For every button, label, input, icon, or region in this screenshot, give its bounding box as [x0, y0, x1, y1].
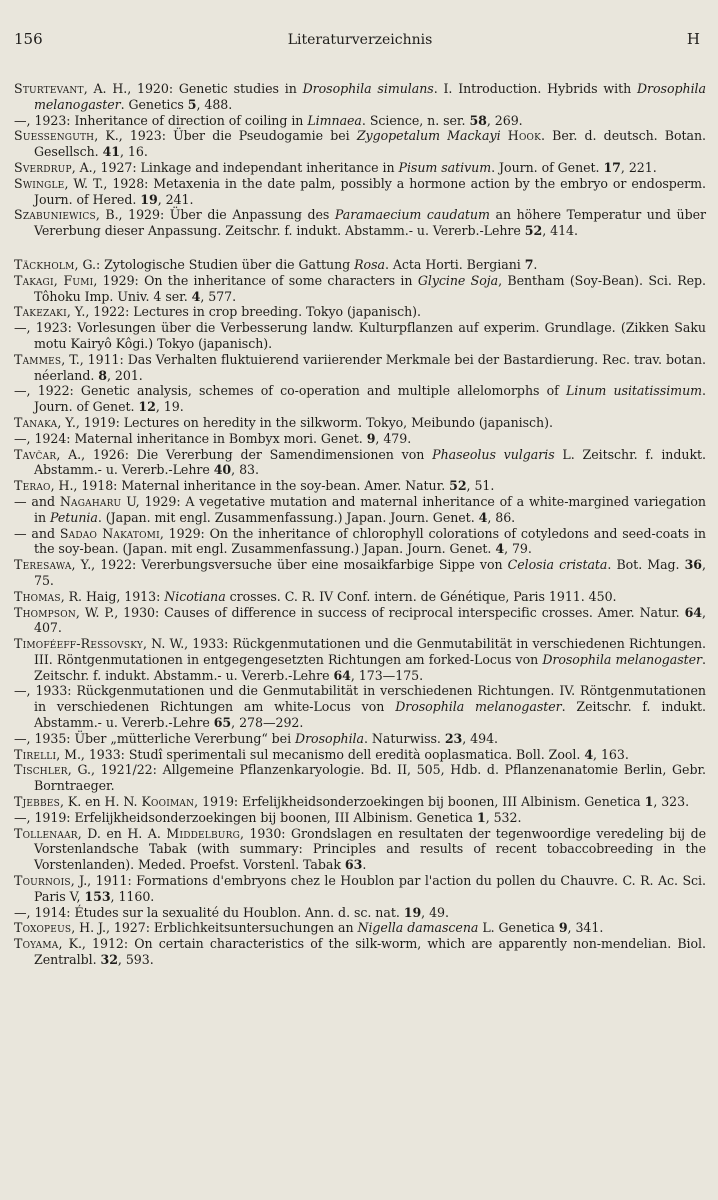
- reference-text: , A., 1927: Linkage and independant inheritance in: [71, 159, 399, 175]
- reference-text: , R. Haig, 1913:: [60, 588, 165, 604]
- italic-title: Drosophila simulans: [302, 81, 434, 96]
- italic-title: Drosophila melanogaster: [395, 699, 562, 715]
- reference-entry: [14, 920, 706, 936]
- reference-text: , 479.: [375, 430, 412, 446]
- volume-number: 41: [102, 144, 121, 160]
- reference-text: , 16.: [120, 144, 148, 160]
- reference-entry: [14, 478, 706, 494]
- volume-number: 9: [366, 430, 376, 446]
- italic-title: Limnaea: [307, 112, 362, 128]
- author-name: Tollenaar: [14, 825, 78, 841]
- reference-text: —, 1914: Études sur la sexualité du Houblon. Ann. d. sc. nat.: [14, 904, 404, 920]
- reference-text: , 341.: [567, 920, 604, 936]
- reference-entry: [14, 383, 706, 415]
- volume-number: 52: [449, 478, 467, 494]
- group-spacer: [14, 239, 706, 257]
- author-name: Tournois: [14, 873, 71, 889]
- volume-number: 40: [213, 462, 232, 478]
- page-header: [14, 30, 706, 54]
- volume-number: 63: [344, 857, 363, 873]
- reference-entry: [14, 589, 706, 605]
- reference-text: , Y., 1919: Lectures on heredity in the silkworm. Tokyo, Meibundo (japanisch).: [57, 414, 553, 430]
- reference-entry: [14, 273, 706, 305]
- reference-entry: [14, 320, 706, 352]
- reference-entry: [14, 207, 706, 239]
- author-name: Tirelli: [14, 746, 57, 762]
- reference-text: , 201.: [106, 367, 143, 383]
- volume-number: 58: [469, 112, 487, 128]
- author-name: Täckholm: [14, 256, 75, 272]
- reference-text: , N. W., 1933: Rückgenmutationen und die Genmutabilität in verschiedenen Richtungen. III. Röntgenmutationen in entgegengesetzten Richtungen am forked-Locus von: [34, 636, 706, 667]
- reference-text: , H., 1918: Maternal inheritance in the soy-bean. Amer. Natur.: [50, 478, 450, 494]
- reference-entry: [14, 431, 706, 447]
- italic-title: Rosa: [354, 256, 385, 272]
- italic-title: Pisum sativum: [398, 159, 492, 175]
- reference-entry: [14, 304, 706, 320]
- author-name: Thompson: [14, 604, 76, 620]
- reference-text: , Y., 1922: Vererbungsversuche über eine mosaikfarbige Sippe von: [71, 557, 508, 573]
- author-name: Takezaki: [14, 304, 67, 320]
- reference-entry: [14, 415, 706, 431]
- italic-title: Glycine Soja: [417, 272, 499, 288]
- volume-number: 19: [403, 904, 422, 920]
- reference-text: . Genetics: [120, 96, 188, 112]
- reference-text: , G., 1921/22: Allgemeine Pflanzenkaryologie. Bd. II, 505, Hdb. d. Pflanzenanatomie Berlin, Gebr. Borntraeger.: [34, 762, 706, 794]
- author-name: Timoféeff-Ressovsky: [14, 636, 144, 652]
- reference-text: , 221.: [620, 159, 657, 175]
- reference-text: . Naturwiss.: [364, 730, 445, 746]
- author-name: Tjebbes: [14, 794, 60, 810]
- author-name: Terao: [14, 478, 51, 494]
- reference-text: L. Genetica: [478, 920, 559, 936]
- reference-text: , G.: Zytologische Studien über die Gattung: [74, 256, 355, 272]
- reference-text: , W. T., 1928: Metaxenia in the date palm, possibly a hormone action by the embryo or endosperm. Journ. of Hered.: [34, 175, 706, 207]
- reference-text: . Acta Horti. Bergiani: [384, 256, 525, 272]
- volume-number: 19: [140, 191, 158, 207]
- volume-number: 4: [478, 509, 488, 525]
- volume-number: 8: [98, 367, 107, 383]
- reference-text: , 163.: [593, 746, 629, 762]
- reference-entry: [14, 176, 706, 208]
- volume-number: 5: [187, 96, 197, 112]
- reference-text: [501, 128, 508, 143]
- author-name: Szabuniewics: [14, 207, 96, 223]
- reference-entry: [14, 731, 706, 747]
- reference-text: , 241.: [157, 191, 194, 207]
- reference-text: , 1930: Grondslagen en resultaten der tegenwoordige veredeling bij de Vorstenlandsche Tabak (with summary: Principles and results of recent tobaccobreeding in the Vorstenlanden). Meded. Proefst. Vorstenl. Tabak: [34, 825, 706, 873]
- reference-text: , 1919: Erfelijkheidsonderzoekingen bij boonen, III Albinism. Genetica: [194, 794, 645, 810]
- author-name: Tammes: [14, 351, 62, 367]
- reference-entry: [14, 557, 706, 589]
- author-name: Tavčar: [14, 446, 57, 462]
- volume-number: 7: [524, 256, 534, 272]
- reference-text: , 173—175.: [350, 667, 424, 683]
- volume-number: 12: [138, 399, 156, 415]
- reference-entry: [14, 762, 706, 794]
- reference-text: L. Zeitschr. f. indukt. Abstamm.- u. Vererb.-Lehre: [34, 446, 706, 478]
- author-name: Takagi, Fumi: [14, 272, 94, 288]
- volume-number: 64: [684, 604, 703, 620]
- reference-text: , 49.: [421, 904, 449, 920]
- reference-text: , 1929: On the inheritance of some characters in: [93, 272, 418, 288]
- reference-text: , T., 1911: Das Verhalten fluktuierend variierender Merkmale bei der Bastardierung. Rec. trav. botan. néerland.: [34, 351, 706, 383]
- volume-number: 64: [333, 667, 351, 683]
- volume-number: 4: [495, 541, 505, 557]
- reference-text: , B., 1929: Über die Anpassung des: [95, 207, 335, 223]
- reference-text: —, 1923: Vorlesungen über die Verbesserung landw. Kulturpflanzen auf experim. Grundlage. (Zikken Saku motu Kairyô Kôgi.) Tokyo (japanisch).: [14, 320, 706, 351]
- reference-text: , Y., 1922: Lectures in crop breeding. Tokyo (japanisch).: [66, 304, 421, 320]
- reference-text: . Zeitschr. f. indukt. Abstamm.- u. Vererb.-Lehre: [34, 651, 706, 683]
- volume-number: 36: [684, 557, 703, 573]
- reference-entry: [14, 810, 706, 826]
- reference-text: , J., 1911: Formations d'embryons chez le Houblon par l'action du pollen du Chauvre. C. R. Ac. Sci. Paris V,: [34, 873, 706, 904]
- reference-entry: [14, 936, 706, 968]
- reference-text: . Journ. of Genet.: [34, 383, 706, 415]
- reference-text: , D. en H. A.: [77, 825, 167, 841]
- reference-text: , 577.: [200, 288, 237, 304]
- reference-entry: [14, 128, 706, 160]
- author-name: Toyama: [14, 936, 59, 952]
- reference-entry: [14, 683, 706, 730]
- reference-text: , 278—292.: [231, 715, 304, 731]
- reference-text: —, 1933: Rückgenmutationen und die Genmutabilität in verschiedenen Richtungen. IV. Röntgenmutationen in verschiedenen Richtungen am white-Locus von: [14, 683, 706, 715]
- reference-text: , 532.: [485, 809, 522, 825]
- italic-title: Petunia: [50, 509, 98, 525]
- volume-number: 23: [444, 730, 463, 746]
- reference-entry: [14, 636, 706, 683]
- page-number: 156: [14, 30, 43, 48]
- author-name: Sadao Nakatomi: [59, 525, 160, 541]
- reference-text: , A., 1926: Die Vererbung der Samendimensionen von: [56, 446, 433, 462]
- reference-entry: [14, 747, 706, 763]
- reference-text: . Zeitschr. f. indukt. Abstamm.- u. Vererb.-Lehre: [34, 699, 707, 731]
- reference-text: . I. Introduction. Hybrids with: [433, 81, 637, 96]
- reference-entry: [14, 826, 706, 873]
- italic-title: Drosophila melanogaster: [542, 651, 703, 667]
- volume-number: 4: [584, 746, 594, 762]
- reference-text: , 593.: [117, 952, 154, 968]
- reference-entry: [14, 794, 706, 810]
- volume-number: 65: [213, 715, 232, 731]
- italic-title: Nigella damascena: [357, 920, 479, 936]
- reference-text: , 488.: [196, 96, 233, 112]
- reference-text: an höhere Temperatur und über Vererbung dieser Anpassung. Zeitschr. f. indukt. Abstamm.- u. Vererb.-Lehre: [34, 207, 706, 239]
- author-name: Tanaka: [14, 414, 58, 430]
- reference-text: , 407.: [34, 604, 706, 636]
- author-name: Hook: [507, 128, 542, 144]
- reference-list: [14, 81, 706, 968]
- reference-text: , 51.: [466, 478, 495, 494]
- italic-title: Linum usitatissimum: [565, 383, 703, 399]
- reference-text: .: [362, 857, 367, 873]
- reference-text: , 79.: [504, 541, 532, 557]
- reference-text: , M., 1933: Studî sperimentali sul mecanismo dell eredità ooplasmatica. Boll. Zool.: [56, 746, 585, 762]
- reference-text: , K., 1923: Über die Pseudogamie bei: [94, 128, 357, 144]
- italic-title: Phaseolus vulgaris: [432, 446, 555, 462]
- reference-text: , 19.: [155, 399, 184, 415]
- volume-number: 1: [476, 809, 486, 825]
- reference-text: —, 1922: Genetic analysis, schemes of co-operation and multiple allelomorphs of: [14, 383, 566, 399]
- reference-text: , 83.: [231, 462, 259, 478]
- reference-text: —, 1923: Inheritance of direction of coiling in: [14, 112, 308, 128]
- reference-text: , 86.: [487, 509, 516, 525]
- reference-text: —, 1924: Maternal inheritance in Bombyx mori. Genet.: [14, 430, 367, 446]
- author-name: Swingle: [14, 175, 65, 191]
- reference-entry: [14, 526, 706, 558]
- section-letter: H: [686, 30, 700, 48]
- reference-text: , A. H., 1920: Genetic studies in: [83, 81, 303, 96]
- author-name: Sverdrup: [14, 159, 72, 175]
- reference-entry: [14, 873, 706, 905]
- reference-text: .: [533, 256, 538, 272]
- reference-entry: [14, 447, 706, 479]
- reference-text: . Bot. Mag.: [607, 557, 685, 573]
- author-name: Toxopeus: [14, 920, 72, 936]
- italic-title: Drosophila: [295, 730, 364, 746]
- reference-entry: [14, 494, 706, 526]
- volume-number: 17: [603, 159, 621, 175]
- volume-number: 153: [84, 888, 111, 904]
- volume-number: 1: [644, 794, 654, 810]
- reference-text: —, 1919: Erfelijkheidsonderzoekingen bij boonen, III Albinism. Genetica: [14, 809, 477, 825]
- reference-entry: [14, 605, 706, 637]
- italic-title: Drosophila melanogaster: [34, 81, 706, 112]
- reference-entry: [14, 160, 706, 176]
- reference-text: . Ber. d. deutsch. Botan. Gesellsch.: [34, 128, 707, 160]
- author-name: Tischler: [14, 762, 68, 778]
- reference-entry: [14, 257, 706, 273]
- reference-text: crosses. C. R. IV Conf. intern. de Génétique, Paris 1911. 450.: [225, 588, 617, 604]
- reference-text: . (Japan. mit engl. Zusammenfassung.) Japan. Journ. Genet.: [97, 509, 479, 525]
- volume-number: 4: [191, 288, 201, 304]
- reference-text: , Bentham (Soy-Bean). Sci. Rep. Tôhoku Imp. Univ. 4 ser.: [34, 272, 706, 304]
- reference-text: , 269.: [486, 112, 523, 128]
- author-name: Kooiman: [141, 794, 195, 810]
- author-name: Middelburg: [166, 825, 240, 841]
- reference-text: , 75.: [34, 557, 706, 588]
- reference-text: , K., 1912: On certain characteristics of the silk-worm, which are apparently non-mendelian. Biol. Zentralbl.: [34, 936, 706, 968]
- volume-number: 52: [524, 223, 543, 239]
- reference-entry: [14, 81, 706, 113]
- reference-text: . Journ. of Genet.: [491, 159, 604, 175]
- volume-number: 9: [558, 920, 568, 936]
- italic-title: Nicotiana: [164, 588, 226, 604]
- author-name: Teresawa: [14, 557, 72, 573]
- reference-entry: [14, 352, 706, 384]
- author-name: Sturtevant: [14, 81, 84, 96]
- reference-text: U, 1929: A vegetative mutation and maternal inheritance of a white-margined variegation in: [34, 493, 706, 525]
- author-name: Thomas: [14, 588, 61, 604]
- reference-text: , 1929: On the inheritance of chlorophyll colorations of cotyledons and seed-coats in the soy-bean. (Japan. mit engl. Zusammenfassung.) Japan. Journ. Genet.: [34, 525, 706, 557]
- reference-text: — and: [14, 493, 60, 509]
- italic-title: Zygopetalum Mackayi: [356, 128, 501, 144]
- italic-title: Paramaecium caudatum: [334, 207, 490, 223]
- reference-text: , H. J., 1927: Erblichkeitsuntersuchungen an: [71, 920, 358, 936]
- reference-text: , K. en H. N.: [59, 794, 142, 810]
- reference-text: — and: [14, 525, 60, 541]
- reference-entry: [14, 905, 706, 921]
- reference-text: , 1160.: [110, 888, 155, 904]
- reference-text: . Science, n. ser.: [361, 112, 470, 128]
- author-name: Nagaharu: [59, 493, 122, 509]
- reference-text: —, 1935: Über „mütterliche Vererbung“ bei: [14, 730, 296, 746]
- reference-text: , W. P., 1930: Causes of difference in success of reciprocal interspecific crosses. Amer. Natur.: [75, 604, 685, 620]
- volume-number: 32: [100, 952, 118, 968]
- running-title: Literaturverzeichnis: [287, 32, 433, 48]
- reference-entry: [14, 113, 706, 129]
- reference-text: , 414.: [542, 223, 578, 239]
- author-name: Suessenguth: [14, 128, 95, 144]
- reference-text: , 323.: [653, 794, 690, 810]
- reference-text: , 494.: [462, 730, 499, 746]
- italic-title: Celosia cristata: [507, 557, 608, 573]
